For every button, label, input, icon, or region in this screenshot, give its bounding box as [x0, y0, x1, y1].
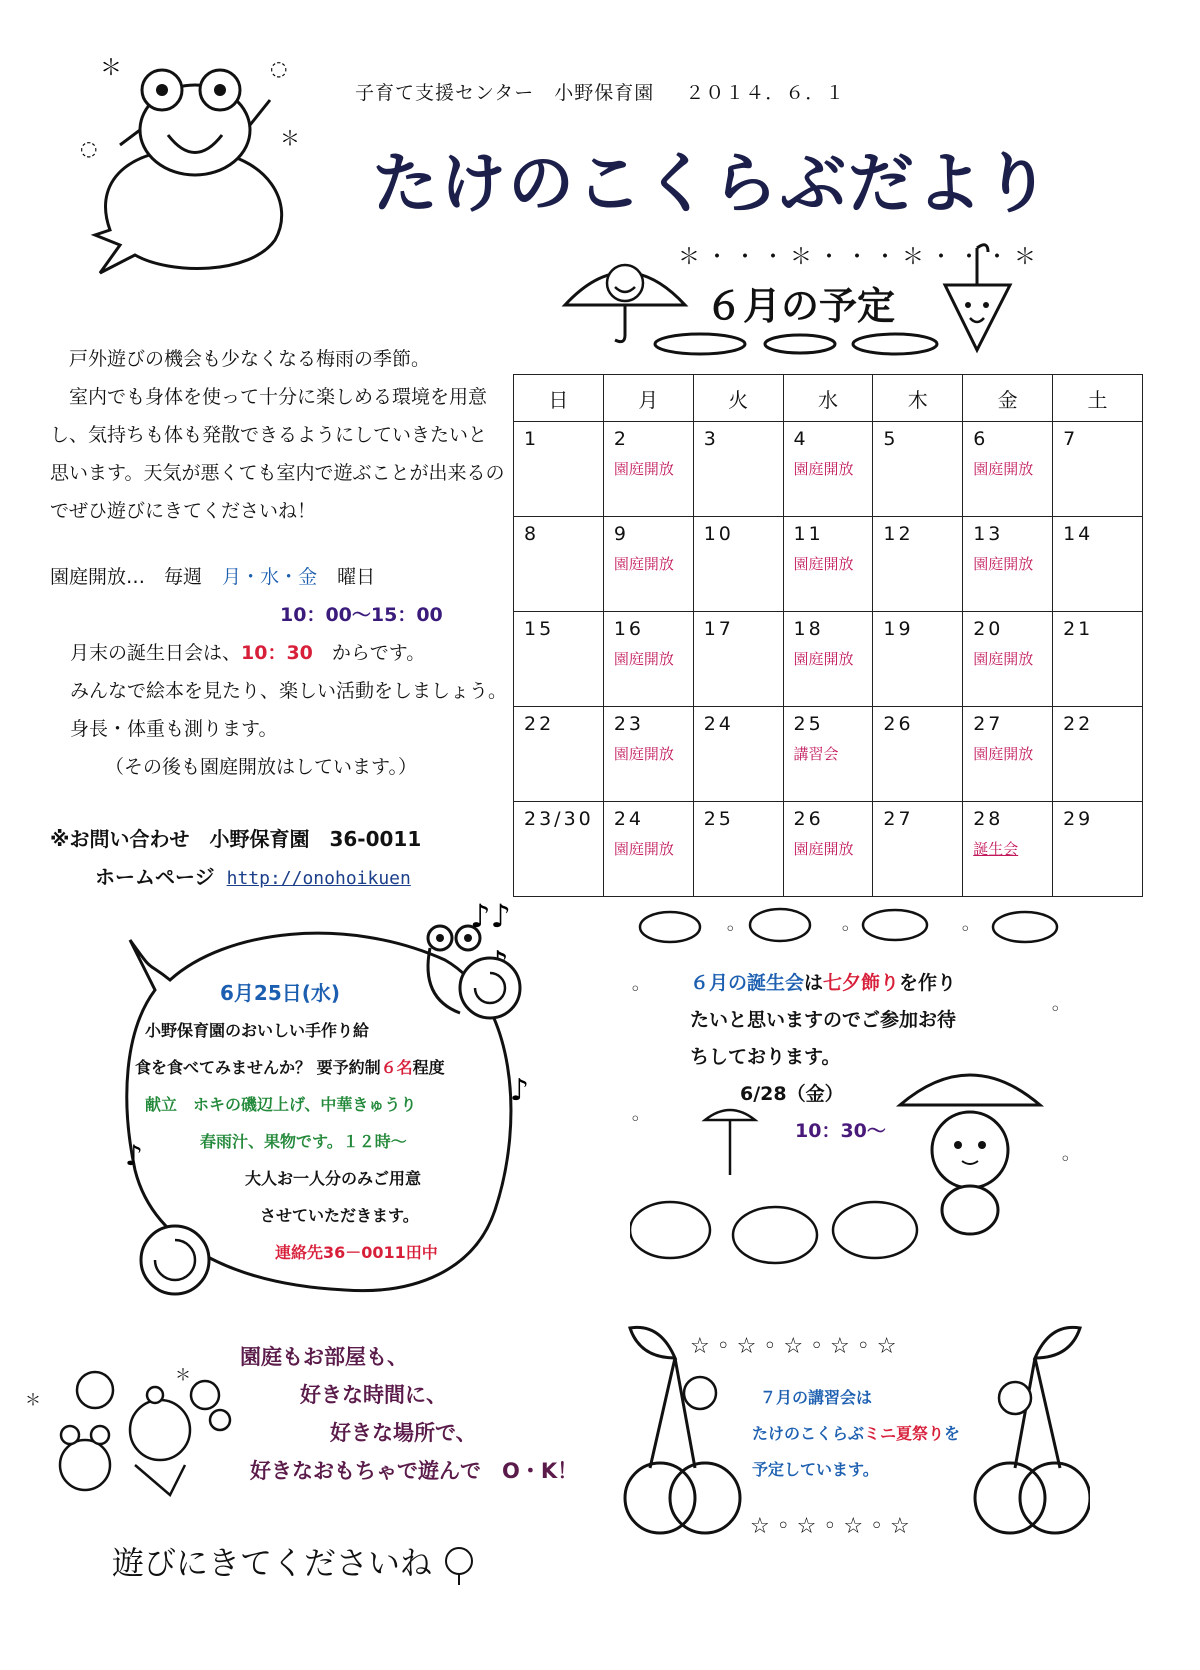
day-event: 園庭開放 — [793, 840, 854, 858]
birthday-note-line3: （その後も園庭開放はしています。） — [105, 756, 417, 778]
garden-message — [240, 1338, 578, 1490]
day-number: 17 — [703, 618, 734, 640]
july-event-name: ミニ夏祭り — [864, 1424, 945, 1443]
svg-text:◌: ◌ — [270, 56, 288, 80]
day-number: 24 — [613, 808, 645, 830]
stars-divider: ＊・・・＊・・・＊・・・＊ — [678, 245, 1043, 270]
calendar-day-cell — [603, 707, 693, 802]
day-number: 23 — [613, 713, 645, 735]
svg-text:☆ ◦ ☆ ◦ ☆ ◦ ☆: ☆ ◦ ☆ ◦ ☆ ◦ ☆ — [750, 1514, 910, 1539]
day-number: 29 — [1063, 808, 1094, 830]
calendar-body — [514, 422, 1143, 897]
day-event: 園庭開放 — [613, 745, 674, 763]
day-number: 10 — [703, 523, 734, 545]
day-number: 25 — [703, 808, 734, 830]
weekday-header: 金 — [963, 375, 1053, 422]
closing-text: 遊びにきてくださいね — [112, 1544, 433, 1582]
lunch-date: 6月25日(水) — [220, 981, 341, 1005]
day-event: 園庭開放 — [973, 460, 1034, 478]
calendar-week-row — [514, 422, 1143, 517]
lunch-line: 食を食べてみませんか？ 要予約制 — [135, 1058, 381, 1077]
day-number: 9 — [613, 523, 629, 545]
weekday-header: 月 — [603, 375, 693, 422]
svg-text:◦: ◦ — [960, 919, 971, 940]
svg-text:＊: ＊ — [175, 1365, 192, 1384]
weekday-header: 土 — [1053, 375, 1143, 422]
music-notes-icon — [470, 895, 530, 935]
calendar-day-cell — [514, 422, 604, 517]
calendar-day-cell — [873, 422, 963, 517]
fan-icon — [442, 1546, 476, 1586]
day-event: 園庭開放 — [793, 555, 854, 573]
day-number: 11 — [793, 523, 824, 545]
organization-name: 子育て支援センター 小野保育園 — [355, 82, 655, 104]
contact-block — [50, 820, 421, 898]
day-number: 4 — [793, 428, 809, 450]
calendar-day-cell — [783, 612, 873, 707]
day-event: 園庭開放 — [793, 460, 854, 478]
svg-text:◦: ◦ — [630, 979, 641, 1000]
birthday-note-prefix: 月末の誕生日会は、 — [70, 642, 242, 664]
birthday-party-event — [690, 965, 1050, 1150]
calendar-day-cell — [1053, 422, 1143, 517]
day-number: 2 — [613, 428, 629, 450]
calendar-day-cell — [963, 517, 1053, 612]
calendar-day-cell — [1053, 802, 1143, 897]
garden-open-info — [50, 558, 520, 786]
july-line: を — [944, 1424, 961, 1443]
day-number: 8 — [524, 523, 540, 545]
calendar-day-cell — [693, 802, 783, 897]
intro-line: 戸外遊びの機会も少なくなる梅雨の季節。 — [69, 348, 431, 370]
birthday-note-suffix: からです。 — [331, 642, 426, 664]
schedule-title: ６月の予定 — [705, 284, 896, 328]
garden-message-line: 好きなおもちゃで遊んで O・K！ — [250, 1459, 579, 1483]
day-number: 6 — [973, 428, 989, 450]
lunch-menu: 春雨汁、果物です。１２時〜 — [200, 1132, 407, 1151]
calendar-week-row — [514, 612, 1143, 707]
svg-text:＊: ＊ — [100, 56, 123, 81]
intro-text — [50, 340, 505, 530]
calendar-day-cell — [1053, 707, 1143, 802]
calendar-day-cell — [693, 707, 783, 802]
calendar-day-cell — [514, 802, 604, 897]
calendar-day-cell — [1053, 517, 1143, 612]
garden-open-hours: 10：00〜15：00 — [280, 604, 443, 626]
day-number: 22 — [1063, 713, 1094, 735]
calendar-day-cell — [783, 422, 873, 517]
umbrella-face-icon — [940, 240, 1015, 355]
calendar-day-cell — [963, 612, 1053, 707]
calendar-day-cell — [873, 802, 963, 897]
garden-message-line: 好きな時間に、 — [300, 1383, 447, 1407]
calendar-day-cell — [603, 612, 693, 707]
svg-text:♪♪: ♪♪ — [470, 897, 511, 935]
calendar-day-cell — [514, 707, 604, 802]
lunch-note: させていただきます。 — [260, 1206, 419, 1225]
birthday-party-date: 6/28（金） — [740, 1083, 844, 1105]
homepage-label: ホームページ — [95, 865, 215, 889]
homepage-link[interactable]: http://onohoikuen — [226, 868, 411, 889]
svg-text:◌: ◌ — [80, 136, 98, 160]
day-number: 18 — [793, 618, 824, 640]
day-event: 園庭開放 — [973, 745, 1034, 763]
closing-message — [112, 1538, 476, 1586]
birthday-party-text: ちしております。 — [690, 1046, 841, 1068]
day-number: 13 — [973, 523, 1004, 545]
day-number: 27 — [973, 713, 1004, 735]
calendar-day-cell — [873, 707, 963, 802]
june-calendar — [513, 374, 1143, 897]
day-event: 園庭開放 — [793, 650, 854, 668]
day-event: 園庭開放 — [613, 555, 674, 573]
svg-text:◦: ◦ — [725, 919, 736, 940]
birthday-note-time: 10：30 — [241, 642, 313, 664]
weekday-header: 木 — [873, 375, 963, 422]
svg-text:☆ ◦ ☆ ◦ ☆ ◦ ☆ ◦ ☆: ☆ ◦ ☆ ◦ ☆ ◦ ☆ ◦ ☆ — [690, 1334, 897, 1359]
day-event: 園庭開放 — [613, 650, 674, 668]
svg-text:＊: ＊ — [25, 1390, 42, 1409]
calendar-day-cell — [783, 517, 873, 612]
day-number: 25 — [793, 713, 824, 735]
birthday-party-activity: 七夕飾り — [823, 972, 900, 994]
calendar-day-cell — [783, 802, 873, 897]
day-number: 26 — [793, 808, 824, 830]
day-event: 園庭開放 — [613, 460, 674, 478]
calendar-day-cell — [514, 517, 604, 612]
svg-text:＊: ＊ — [280, 126, 300, 150]
birthday-party-text: たいと思いますのでご参加お待 — [690, 1009, 957, 1031]
lunch-capacity: ６名 — [380, 1058, 413, 1077]
lunch-contact: 連絡先36－0011田中 — [275, 1243, 438, 1262]
day-number: 7 — [1063, 428, 1079, 450]
svg-text:♪: ♪ — [510, 1073, 530, 1108]
lunch-event — [135, 975, 505, 1271]
calendar-day-cell — [514, 612, 604, 707]
lunch-line: 小野保育園のおいしい手作り給 — [145, 1021, 370, 1040]
intro-line: 室内でも身体を使って十分に楽しめる環境を用意し、気持ちも体も発散できるようにしていきたいと思います。天気が悪くても室内で遊ぶことが出来るのでぜひ遊びにきてくださいね！ — [50, 386, 505, 522]
frog-on-leaf-illustration — [80, 55, 310, 275]
day-number: 28 — [973, 808, 1004, 830]
lunch-note: 大人お一人分のみご用意 — [245, 1169, 422, 1188]
calendar-day-cell — [1053, 612, 1143, 707]
lunch-menu: 献立 ホキの磯辺上げ、中華きゅうり — [145, 1095, 417, 1114]
calendar-day-cell — [963, 707, 1053, 802]
july-workshop — [752, 1380, 960, 1488]
garden-message-line: 園庭もお部屋も、 — [240, 1345, 408, 1369]
birthday-party-text: を作り — [899, 972, 957, 994]
day-number: 27 — [883, 808, 914, 830]
calendar-week-row — [514, 517, 1143, 612]
july-line: ７月の講習会は — [760, 1388, 873, 1407]
day-event: 誕生会 — [973, 840, 1019, 858]
july-line: たけのこくらぶ — [752, 1424, 865, 1443]
birthday-note-line2: みんなで絵本を見たり、楽しい活動をしましょう。身長・体重も測ります。 — [70, 680, 508, 740]
svg-text:◦: ◦ — [1050, 999, 1061, 1020]
day-event: 園庭開放 — [973, 555, 1034, 573]
weekday-header: 火 — [693, 375, 783, 422]
contact-phone: ※お問い合わせ 小野保育園 36-0011 — [50, 827, 422, 851]
day-number: 12 — [883, 523, 914, 545]
day-number: 5 — [883, 428, 899, 450]
day-number: 21 — [1063, 618, 1094, 640]
puddles-icon — [650, 330, 940, 358]
birthday-party-title: ６月の誕生会 — [690, 972, 805, 994]
day-number: 26 — [883, 713, 914, 735]
weekday-header: 水 — [783, 375, 873, 422]
svg-text:◦: ◦ — [630, 1109, 641, 1130]
calendar-day-cell — [603, 422, 693, 517]
header-org-date — [355, 78, 845, 105]
day-number: 15 — [524, 618, 555, 640]
svg-text:♪: ♪ — [125, 1139, 143, 1172]
day-number: 14 — [1063, 523, 1094, 545]
calendar-week-row — [514, 802, 1143, 897]
day-number: 1 — [524, 428, 540, 450]
svg-text:◦: ◦ — [840, 919, 851, 940]
calendar-day-cell — [693, 612, 783, 707]
garden-message-line: 好きな場所で、 — [330, 1421, 477, 1445]
calendar-day-cell — [873, 612, 963, 707]
garden-open-suffix: 曜日 — [337, 566, 376, 588]
day-number: 23/30 — [524, 808, 594, 830]
calendar-week-row — [514, 707, 1143, 802]
children-playing-illustration — [25, 1365, 240, 1515]
calendar-day-cell — [963, 422, 1053, 517]
day-number: 3 — [703, 428, 719, 450]
day-number: 22 — [524, 713, 555, 735]
calendar-day-cell — [693, 517, 783, 612]
calendar-day-cell — [963, 802, 1053, 897]
day-number: 24 — [703, 713, 734, 735]
lunch-line: 程度 — [412, 1058, 445, 1077]
issue-date: ２０１４．６．１ — [685, 82, 846, 104]
calendar-day-cell — [693, 422, 783, 517]
svg-text:◦: ◦ — [1060, 1149, 1071, 1170]
day-event: 園庭開放 — [973, 650, 1034, 668]
day-number: 19 — [883, 618, 914, 640]
garden-open-days: 月・水・金 — [222, 566, 318, 588]
calendar-day-cell — [603, 517, 693, 612]
calendar-day-cell — [873, 517, 963, 612]
birthday-party-text: は — [804, 972, 824, 994]
garden-open-label: 園庭開放… 毎週 — [50, 566, 203, 588]
calendar-header-row — [514, 375, 1143, 422]
newsletter-title: たけのこくらぶだより — [372, 145, 1052, 222]
day-event: 講習会 — [793, 745, 839, 763]
birthday-party-time: 10：30〜 — [795, 1120, 886, 1142]
july-line: 予定しています。 — [752, 1460, 879, 1479]
calendar-day-cell — [603, 802, 693, 897]
day-number: 16 — [613, 618, 645, 640]
day-event: 園庭開放 — [613, 840, 674, 858]
calendar-day-cell — [783, 707, 873, 802]
weekday-header: 日 — [514, 375, 604, 422]
day-number: 20 — [973, 618, 1004, 640]
